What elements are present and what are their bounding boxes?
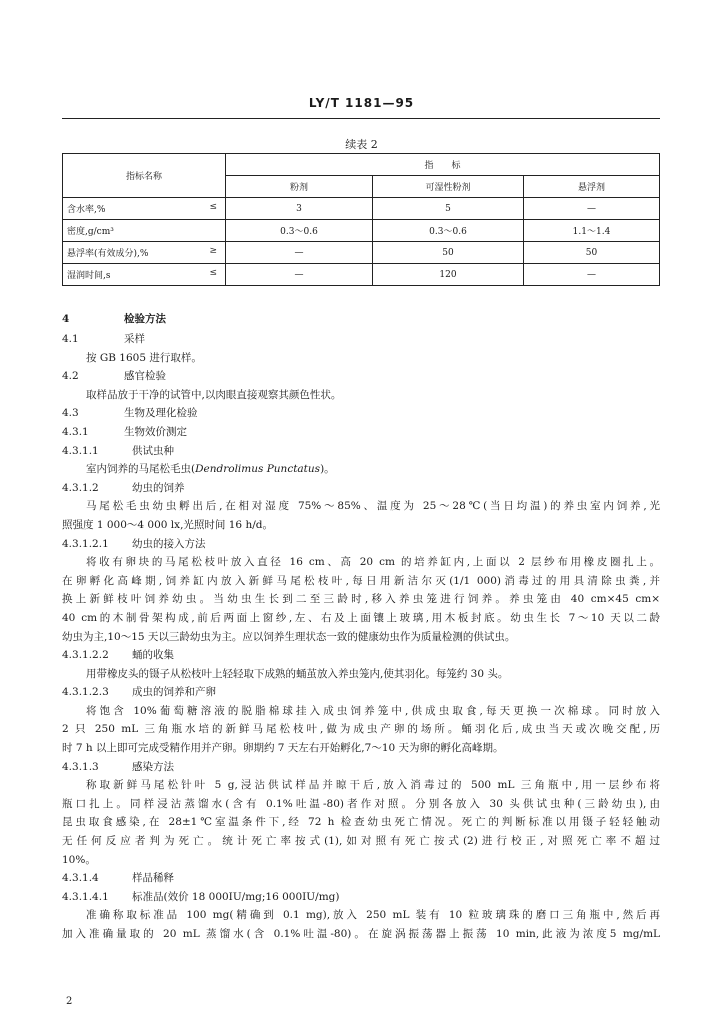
col-header-spec: 指 标 [226, 154, 660, 176]
paragraph-line: 昆虫取食感染,在 28±1℃室温条件下,经 72 h 检查幼虫死亡情况。死亡的判断标准以用镊子轻轻触动 [62, 816, 660, 829]
section-heading: 4.3.1.2.2 蛹的收集 [62, 649, 174, 662]
row-value: 50 [373, 242, 524, 264]
row-value: 1.1～1.4 [524, 220, 660, 242]
paragraph-line: 将饱含 10%葡萄糖溶液的脱脂棉球挂入成虫饲养笼中,供成虫取食,每天更换一次棉球。同时放入 [86, 704, 660, 717]
table-row [63, 242, 660, 264]
row-symbol: ≥ [209, 246, 217, 256]
col-type-suspension: 悬浮剂 [524, 176, 660, 198]
paragraph-line: 将收有卵块的马尾松枝叶放入直径 16 cm、高 20 cm 的培养缸内,上面以 2 层纱布用橡皮圈扎上。 [86, 556, 660, 569]
row-name: 悬浮率(有效成分),% [67, 249, 149, 259]
row-name: 含水率,% [67, 205, 106, 215]
row-name: 密度,g/cm³ [67, 227, 114, 237]
col-header-name: 指标名称 [63, 154, 226, 198]
row-value: — [524, 264, 660, 286]
section-heading: 4.3.1.2.3 成虫的饲养和产卵 [62, 686, 216, 699]
paragraph-line: 马尾松毛虫幼虫孵出后,在相对湿度 75%～85%、温度为 25～28℃(当日均温)的养虫室内饲养,光 [86, 500, 660, 513]
spec-table [62, 153, 660, 286]
col-type-powder: 粉剂 [226, 176, 373, 198]
row-value: — [524, 198, 660, 220]
section-heading: 4.3.1 生物效价测定 [62, 425, 187, 438]
paragraph-line: 取样品放于干净的试管中,以肉眼直接观察其颜色性状。 [86, 388, 342, 401]
section-heading: 4.3.1.1 供试虫种 [62, 444, 174, 457]
section-heading: 4.1 采样 [62, 333, 145, 345]
paragraph-line: 无任何反应者判为死亡。统计死亡率按式(1),如对照有死亡按式(2)进行校正,对照死亡率不超过 [62, 835, 660, 848]
table-row [63, 264, 660, 286]
col-type-wettable: 可湿性粉剂 [373, 176, 524, 198]
paragraph-line: 瓶口扎上。同样浸沾蒸馏水(含有 0.1%吐温-80)者作对照。分别各放入 30 头供试虫种(三龄幼虫),由 [62, 797, 660, 810]
paragraph-line: 称取新鲜马尾松针叶 5 g,浸沾供试样品并晾干后,放入消毒过的 500 mL 三角瓶中,用一层纱布将 [86, 779, 660, 792]
row-value: — [226, 264, 373, 286]
paragraph-line: 用带橡皮头的镊子从松枝叶上轻轻取下成熟的蛹茧放入养虫笼内,使其羽化。每笼约 30 头。 [86, 667, 509, 680]
page-number: 2 [66, 996, 73, 1007]
row-value: 50 [524, 242, 660, 264]
section-heading: 4.3.1.2.1 幼虫的接入方法 [62, 537, 206, 550]
paragraph-line: 加入准确量取的 20 mL 蒸馏水(含 0.1%吐温-80)。在旋涡振荡器上振荡 10 min,此液为浓度5 mg/mL [62, 928, 660, 940]
row-symbol: ≤ [209, 202, 217, 212]
section-heading: 4.3.1.4.1 标准品(效价 18 000IU/mg;16 000IU/mg) [62, 890, 340, 903]
row-value: 0.3～0.6 [373, 220, 524, 242]
section-heading: 4.3.1.4 样品稀释 [62, 872, 174, 885]
section-heading: 4.3 生物及理化检验 [62, 407, 198, 420]
paragraph-line: 40 cm的木制骨架构成,前后两面上窗纱,左、右及上面镶上玻璃,用木板封底。幼虫生长 7～10 天以二龄 [62, 611, 660, 624]
paragraph-line: 在卵孵化高峰期,饲养缸内放入新鲜马尾松枝叶,每日用新洁尔灭(1/1 000)消毒过的用具清除虫粪,并 [62, 574, 660, 587]
row-value: 0.3～0.6 [226, 220, 373, 242]
header-rule [62, 118, 660, 119]
table-caption: 续表 2 [345, 138, 378, 151]
row-name: 湿润时间,s [67, 271, 111, 281]
paragraph-line: 幼虫为主,10～15 天以三龄幼虫为主。应以饲养生理状态一致的健康幼虫作为质量检测的供试虫。 [62, 630, 516, 643]
row-symbol: ≤ [209, 268, 217, 278]
paragraph-line: 2 只 250 mL 三角瓶水培的新鲜马尾松枝叶,做为成虫产卵的场所。蛹羽化后,成虫当天或次晚交配,历 [62, 723, 660, 736]
section-heading: 4 检验方法 [62, 313, 166, 325]
section-heading: 4.3.1.2 幼虫的饲养 [62, 481, 185, 494]
paragraph-line: 准确称取标准品 100 mg(精确到 0.1 mg),放入 250 mL 装有 10 粒玻璃珠的磨口三角瓶中,然后再 [86, 909, 660, 922]
paragraph-line: 时 7 h 以上即可完成受精作用并产卵。卵期约 7 天左右开始孵化,7～10 天为卵的孵化高峰期。 [62, 742, 504, 755]
table-row [63, 220, 660, 242]
standard-code-header: LY/T 1181—95 [308, 96, 415, 110]
row-value: 3 [226, 198, 373, 220]
paragraph-line: 10%。 [62, 853, 96, 866]
paragraph-line: 按 GB 1605 进行取样。 [86, 351, 202, 364]
table-row [63, 198, 660, 220]
body-text [62, 308, 660, 944]
section-heading: 4.3.1.3 感染方法 [62, 760, 174, 773]
paragraph-line: 室内饲养的马尾松毛虫(Dendrolimus Punctatus)。 [86, 463, 335, 476]
paragraph-line: 换上新鲜枝叶饲养幼虫。当幼虫生长到二至三龄时,移入养虫笼进行饲养。养虫笼由 40 cm×45 cm× [62, 593, 660, 606]
section-heading: 4.2 感官检验 [62, 370, 166, 383]
paragraph-line: 照强度 1 000～4 000 lx,光照时间 16 h/d。 [62, 518, 273, 531]
row-value: — [226, 242, 373, 264]
row-value: 120 [373, 264, 524, 286]
row-value: 5 [373, 198, 524, 220]
